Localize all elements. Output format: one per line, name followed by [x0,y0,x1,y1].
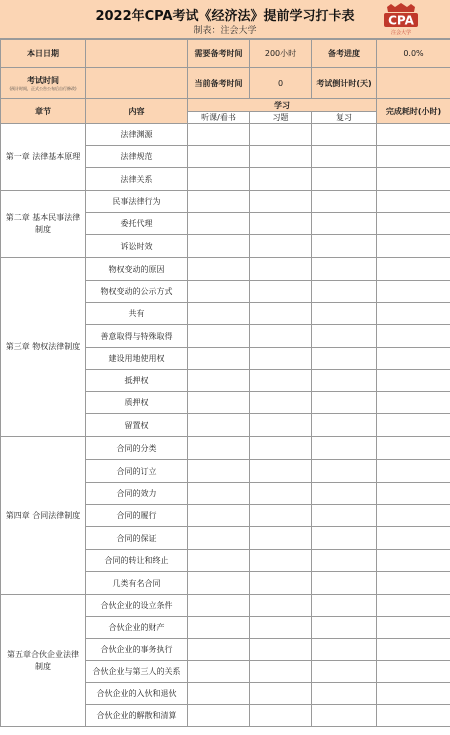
completion-hours-cell[interactable] [377,235,450,258]
lecture-checkbox-cell[interactable] [188,437,250,460]
review-checkbox-cell[interactable] [312,168,377,191]
review-checkbox-cell[interactable] [312,683,377,705]
exercise-checkbox-cell[interactable] [250,213,312,235]
review-checkbox-cell[interactable] [312,281,377,303]
exam-time-field[interactable] [86,68,188,99]
chapter-name: 第五章合伙企业法律制度 [1,595,86,727]
progress-label: 备考进度 [312,40,377,68]
cpa-logo [383,3,419,36]
lecture-checkbox-cell[interactable] [188,572,250,595]
exercise-checkbox-cell[interactable] [250,617,312,639]
lecture-checkbox-cell[interactable] [188,258,250,281]
content-item: 共有 [86,303,188,325]
completion-hours-cell[interactable] [377,325,450,348]
content-item: 合同的保证 [86,527,188,550]
review-checkbox-cell[interactable] [312,191,377,213]
lecture-checkbox-cell[interactable] [188,460,250,483]
table-row [1,595,450,617]
exercise-checkbox-cell[interactable] [250,191,312,213]
lecture-checkbox-cell[interactable] [188,124,250,146]
content-item: 善意取得与特殊取得 [86,325,188,348]
completion-hours-cell[interactable] [377,505,450,527]
exam-time-label: 考试时间 [27,76,59,85]
review-header: 复习 [312,112,377,124]
lecture-checkbox-cell[interactable] [188,213,250,235]
exercise-checkbox-cell[interactable] [250,414,312,437]
exercise-checkbox-cell[interactable] [250,124,312,146]
title-bar [0,0,450,39]
exercise-checkbox-cell[interactable] [250,235,312,258]
completion-hours-cell[interactable] [377,303,450,325]
lecture-checkbox-cell[interactable] [188,505,250,527]
lecture-checkbox-cell[interactable] [188,303,250,325]
table-row [1,258,450,281]
lecture-checkbox-cell[interactable] [188,617,250,639]
completion-hours-cell[interactable] [377,191,450,213]
completion-hours-cell[interactable] [377,705,450,727]
exercise-checkbox-cell[interactable] [250,168,312,191]
content-item: 抵押权 [86,370,188,392]
review-checkbox-cell[interactable] [312,437,377,460]
content-item: 法律规范 [86,146,188,168]
content-item: 合伙企业的财产 [86,617,188,639]
review-checkbox-cell[interactable] [312,235,377,258]
exercise-header: 习题 [250,112,312,124]
exercise-checkbox-cell[interactable] [250,483,312,505]
exercise-checkbox-cell[interactable] [250,595,312,617]
exam-time-label-cell [1,68,86,99]
completion-hours-cell[interactable] [377,258,450,281]
exercise-checkbox-cell[interactable] [250,303,312,325]
lecture-checkbox-cell[interactable] [188,370,250,392]
lecture-checkbox-cell[interactable] [188,146,250,168]
table-row [1,124,450,146]
content-item: 合同的效力 [86,483,188,505]
exercise-checkbox-cell[interactable] [250,325,312,348]
review-checkbox-cell[interactable] [312,370,377,392]
chapter-name: 第四章 合同法律制度 [1,437,86,595]
completion-hours-cell[interactable] [377,437,450,460]
completion-hours-cell[interactable] [377,348,450,370]
content-item: 法律渊源 [86,124,188,146]
lecture-checkbox-cell[interactable] [188,191,250,213]
content-item: 合伙企业的事务执行 [86,639,188,661]
exercise-checkbox-cell[interactable] [250,639,312,661]
content-item: 合同的转让和终止 [86,550,188,572]
review-checkbox-cell[interactable] [312,617,377,639]
table-row [1,191,450,213]
review-checkbox-cell[interactable] [312,705,377,727]
countdown-value [377,68,450,99]
sheet-subtitle: 制表：注会大学 [193,26,257,36]
lecture-checkbox-cell[interactable] [188,325,250,348]
completion-hours-cell[interactable] [377,483,450,505]
required-hours-label: 需要备考时间 [188,40,250,68]
completion-hours-cell[interactable] [377,460,450,483]
completion-hours-cell[interactable] [377,414,450,437]
completion-hours-cell[interactable] [377,527,450,550]
content-item: 几类有名合同 [86,572,188,595]
exercise-checkbox-cell[interactable] [250,370,312,392]
lecture-checkbox-cell[interactable] [188,639,250,661]
exercise-checkbox-cell[interactable] [250,437,312,460]
content-item: 建设用地使用权 [86,348,188,370]
completion-hours-cell[interactable] [377,213,450,235]
content-item: 法律关系 [86,168,188,191]
lecture-checkbox-cell[interactable] [188,683,250,705]
review-checkbox-cell[interactable] [312,303,377,325]
content-item: 诉讼时效 [86,235,188,258]
lecture-checkbox-cell[interactable] [188,348,250,370]
lecture-checkbox-cell[interactable] [188,527,250,550]
review-checkbox-cell[interactable] [312,527,377,550]
start-date-field[interactable] [86,40,188,68]
exercise-checkbox-cell[interactable] [250,550,312,572]
content-item: 合伙企业的设立条件 [86,595,188,617]
lecture-checkbox-cell[interactable] [188,235,250,258]
content-item: 留置权 [86,414,188,437]
content-item: 合同的分类 [86,437,188,460]
exercise-checkbox-cell[interactable] [250,527,312,550]
review-checkbox-cell[interactable] [312,146,377,168]
review-checkbox-cell[interactable] [312,124,377,146]
completion-hours-cell[interactable] [377,124,450,146]
content-item: 合同的订立 [86,460,188,483]
completion-hours-cell[interactable] [377,595,450,617]
exercise-checkbox-cell[interactable] [250,505,312,527]
exam-time-note: (预计时间，正式公告公布后自行修改) [9,86,77,91]
completion-hours-cell[interactable] [377,392,450,414]
chapter-name: 第二章 基本民事法律制度 [1,191,86,258]
exercise-checkbox-cell[interactable] [250,392,312,414]
completion-hours-cell[interactable] [377,550,450,572]
lecture-checkbox-cell[interactable] [188,550,250,572]
content-item: 物权变动的原因 [86,258,188,281]
current-hours-label: 当前备考时间 [188,68,250,99]
required-hours-value[interactable]: 200小时 [250,40,312,68]
content-item: 委托代理 [86,213,188,235]
completion-hours-cell[interactable] [377,683,450,705]
countdown-label: 考试倒计时(天) [312,68,377,99]
completion-hours-cell[interactable] [377,639,450,661]
exercise-checkbox-cell[interactable] [250,146,312,168]
completion-hours-cell[interactable] [377,146,450,168]
review-checkbox-cell[interactable] [312,392,377,414]
exercise-checkbox-cell[interactable] [250,460,312,483]
review-checkbox-cell[interactable] [312,348,377,370]
table-row [1,437,450,460]
content-header: 内容 [86,99,188,124]
study-header: 学习 [188,99,377,112]
chapter-header: 章节 [1,99,86,124]
completion-hours-cell[interactable] [377,661,450,683]
content-item: 合同的履行 [86,505,188,527]
review-checkbox-cell[interactable] [312,213,377,235]
logo-text: CPA [388,13,414,28]
lecture-header: 听课/看书 [188,112,250,124]
chapter-table [0,98,450,727]
lecture-checkbox-cell[interactable] [188,168,250,191]
exercise-checkbox-cell[interactable] [250,348,312,370]
review-checkbox-cell[interactable] [312,414,377,437]
chapter-name: 第一章 法律基本原理 [1,124,86,191]
lecture-checkbox-cell[interactable] [188,281,250,303]
lecture-checkbox-cell[interactable] [188,595,250,617]
completion-hours-cell[interactable] [377,370,450,392]
review-checkbox-cell[interactable] [312,661,377,683]
review-checkbox-cell[interactable] [312,639,377,661]
completion-hours-cell[interactable] [377,281,450,303]
completion-hours-cell[interactable] [377,617,450,639]
completion-hours-cell[interactable] [377,168,450,191]
completion-hours-cell[interactable] [377,572,450,595]
content-item: 民事法律行为 [86,191,188,213]
chapter-name: 第三章 物权法律制度 [1,258,86,437]
review-checkbox-cell[interactable] [312,483,377,505]
exercise-checkbox-cell[interactable] [250,258,312,281]
current-hours-value: 0 [250,68,312,99]
logo-subtext: 注会大学 [390,30,412,36]
review-checkbox-cell[interactable] [312,550,377,572]
exercise-checkbox-cell[interactable] [250,281,312,303]
content-item: 合伙企业的入伙和退伙 [86,683,188,705]
exercise-checkbox-cell[interactable] [250,572,312,595]
content-item: 质押权 [86,392,188,414]
lecture-checkbox-cell[interactable] [188,414,250,437]
lecture-checkbox-cell[interactable] [188,705,250,727]
sheet-title: 2022年CPA考试《经济法》提前学习打卡表 [95,9,355,24]
exercise-checkbox-cell[interactable] [250,705,312,727]
lecture-checkbox-cell[interactable] [188,661,250,683]
exercise-checkbox-cell[interactable] [250,683,312,705]
review-checkbox-cell[interactable] [312,505,377,527]
content-item: 物权变动的公示方式 [86,281,188,303]
progress-value: 0.0% [377,40,450,68]
lecture-checkbox-cell[interactable] [188,483,250,505]
review-checkbox-cell[interactable] [312,258,377,281]
content-item: 合伙企业与第三人的关系 [86,661,188,683]
lecture-checkbox-cell[interactable] [188,392,250,414]
info-table [0,39,450,99]
review-checkbox-cell[interactable] [312,572,377,595]
review-checkbox-cell[interactable] [312,460,377,483]
completion-header: 完成耗时(小时) [377,99,450,124]
review-checkbox-cell[interactable] [312,595,377,617]
review-checkbox-cell[interactable] [312,325,377,348]
content-item: 合伙企业的解散和清算 [86,705,188,727]
exercise-checkbox-cell[interactable] [250,661,312,683]
start-date-label: 本日日期 [1,40,86,68]
